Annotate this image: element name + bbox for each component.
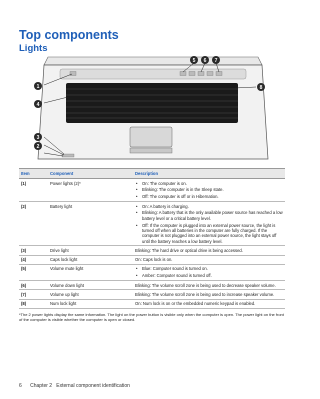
description-bullet: • Blue: Computer sound is turned on.	[135, 266, 285, 271]
table-row	[19, 246, 285, 255]
description-bullet: • Off: If the computer is plugged into an external power source, the light is turned off when all batteries in the computer are fully charged. If the computer is not plugged into an external power source, the light stays off until the battery reaches a low battery level.	[135, 223, 285, 244]
row-item: (1)	[21, 180, 27, 186]
row-component: Volume up light	[50, 291, 79, 297]
svg-text:3: 3	[36, 135, 40, 141]
callout-4	[34, 100, 42, 108]
page-title: Top components	[19, 28, 119, 42]
svg-text:5: 5	[192, 58, 196, 64]
description-bullet: • Off: The computer is off or in Hibernation.	[135, 194, 285, 199]
row-description: On: Num lock is on or the embedded numeric keypad is enabled.	[135, 301, 256, 307]
row-description: On: Caps lock is on.	[135, 257, 173, 263]
callout-8	[257, 83, 265, 91]
row-component: Volume mute light	[50, 266, 84, 272]
svg-text:7: 7	[214, 58, 218, 64]
row-component: Power lights (2)*	[50, 180, 81, 186]
row-description	[135, 204, 285, 244]
front-lights	[62, 154, 74, 157]
callout-5	[190, 56, 198, 64]
page-footer: 6 Chapter 2 External component identification	[19, 383, 130, 389]
description-bullet: • On: A battery is charging.	[135, 204, 285, 209]
row-description: Blinking: The hard drive or optical drive is being accessed.	[135, 247, 243, 253]
row-description	[135, 266, 285, 278]
row-item: (2)	[21, 203, 27, 209]
touchpad	[130, 127, 172, 147]
svg-text:6: 6	[203, 58, 207, 64]
table-row	[19, 256, 285, 265]
row-component: Drive light	[50, 247, 69, 253]
callout-2	[34, 142, 42, 150]
row-item: (7)	[21, 291, 27, 297]
table-row	[19, 179, 285, 202]
row-component: Num lock light	[50, 301, 77, 307]
laptop-illustration	[30, 55, 275, 163]
row-description	[135, 181, 285, 200]
touchpad-buttons	[130, 148, 172, 153]
callout-3	[34, 133, 42, 141]
section-heading: Lights	[19, 43, 48, 54]
table-row	[19, 281, 285, 290]
row-item: (3)	[21, 247, 27, 253]
callout-6	[201, 56, 209, 64]
row-description: Blinking: The volume scroll zone is being used to increase speaker volume.	[135, 291, 275, 297]
footnote: *The 2 power lights display the same information. The light on the power button is visible only when the computer is open. The power light on the front of the computer is visible whether the computer is open or closed.	[19, 312, 284, 322]
lights-table	[19, 168, 285, 309]
svg-text:2: 2	[36, 144, 40, 150]
table-header	[19, 168, 285, 179]
row-component: Caps lock light	[50, 257, 78, 263]
svg-text:8: 8	[259, 85, 263, 91]
callout-1	[34, 82, 42, 90]
svg-text:4: 4	[36, 102, 40, 108]
row-component: Volume down light	[50, 282, 84, 288]
header-description: Description	[135, 170, 159, 176]
row-item: (8)	[21, 301, 27, 307]
description-bullet: • Amber: Computer sound is turned off.	[135, 273, 285, 278]
header-item: Item	[21, 170, 30, 176]
laptop-lid	[44, 57, 262, 65]
row-description: Blinking: The volume scroll zone is being used to decrease speaker volume.	[135, 282, 276, 288]
header-component: Component	[50, 170, 74, 176]
table-body	[19, 179, 285, 309]
row-item: (4)	[21, 257, 27, 263]
table-row	[19, 300, 285, 309]
description-bullet: • Blinking: A battery that is the only available power source has reached a low battery level or a critical battery level.	[135, 210, 285, 221]
row-item: (5)	[21, 266, 27, 272]
table-row	[19, 265, 285, 281]
callout-7	[212, 56, 220, 64]
description-bullet: • On: The computer is on.	[135, 181, 285, 186]
table-row	[19, 290, 285, 299]
table-row	[19, 202, 285, 246]
row-component: Battery light	[50, 203, 73, 209]
row-item: (6)	[21, 282, 27, 288]
svg-text:1: 1	[36, 84, 40, 90]
description-bullet: • Blinking: The computer is in the Sleep state.	[135, 187, 285, 192]
